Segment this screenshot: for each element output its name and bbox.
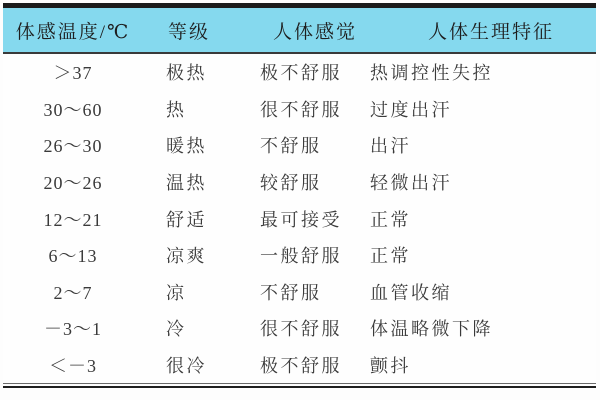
feeling-cell: 最可接受 xyxy=(260,209,342,230)
table-row xyxy=(3,164,596,201)
feeling-cell: 很不舒服 xyxy=(260,99,342,120)
physiology-cell: 出汗 xyxy=(370,136,411,157)
physiology-cell: 体温略微下降 xyxy=(370,319,493,340)
physiology-cell: 过度出汗 xyxy=(370,99,452,120)
level-cell: 温热 xyxy=(166,173,207,194)
level-cell: 冷 xyxy=(166,319,187,340)
level-cell: 凉 xyxy=(166,282,187,303)
temp-range-cell: 6～13 xyxy=(48,246,98,267)
feeling-cell: 不舒服 xyxy=(260,282,322,303)
temp-range-cell: ＞37 xyxy=(53,63,93,84)
physiology-cell: 颤抖 xyxy=(370,356,411,377)
physiology-cell: 正常 xyxy=(370,209,411,230)
table-bottom-rule xyxy=(3,383,596,388)
header-temp-range: 体感温度/℃ xyxy=(15,21,131,43)
temp-range-cell: 20～26 xyxy=(43,173,103,194)
feeling-cell: 较舒服 xyxy=(260,173,322,194)
comfort-temperature-table xyxy=(3,3,596,388)
feeling-cell: 极不舒服 xyxy=(260,63,342,84)
table-row xyxy=(3,237,596,274)
physiology-cell: 正常 xyxy=(370,246,411,267)
table-row xyxy=(3,347,596,384)
feeling-cell: 极不舒服 xyxy=(260,356,342,377)
table-row xyxy=(3,274,596,311)
table-body xyxy=(3,54,596,383)
table-row xyxy=(3,54,596,91)
physiology-cell: 热调控性失控 xyxy=(370,63,493,84)
table-row xyxy=(3,200,596,237)
table-row xyxy=(3,310,596,347)
level-cell: 很冷 xyxy=(166,356,207,377)
level-cell: 舒适 xyxy=(166,209,207,230)
level-cell: 极热 xyxy=(166,63,207,84)
temp-range-cell: 30～60 xyxy=(43,99,103,120)
header-level: 等级 xyxy=(168,21,211,43)
temp-range-cell: 2～7 xyxy=(53,282,93,303)
temp-range-cell: 26～30 xyxy=(43,136,103,157)
temp-range-cell: －3～1 xyxy=(44,319,102,340)
level-cell: 热 xyxy=(166,99,187,120)
temp-range-cell: ＜－3 xyxy=(49,356,97,377)
physiology-cell: 血管收缩 xyxy=(370,282,452,303)
feeling-cell: 不舒服 xyxy=(260,136,322,157)
table-row xyxy=(3,91,596,128)
temp-range-cell: 12～21 xyxy=(43,209,103,230)
table-header-row xyxy=(3,8,596,54)
table-row xyxy=(3,127,596,164)
header-physiology: 人体生理特征 xyxy=(428,21,555,43)
physiology-cell: 轻微出汗 xyxy=(370,173,452,194)
level-cell: 凉爽 xyxy=(166,246,207,267)
header-feeling: 人体感觉 xyxy=(273,21,358,43)
feeling-cell: 一般舒服 xyxy=(260,246,342,267)
feeling-cell: 很不舒服 xyxy=(260,319,342,340)
level-cell: 暖热 xyxy=(166,136,207,157)
